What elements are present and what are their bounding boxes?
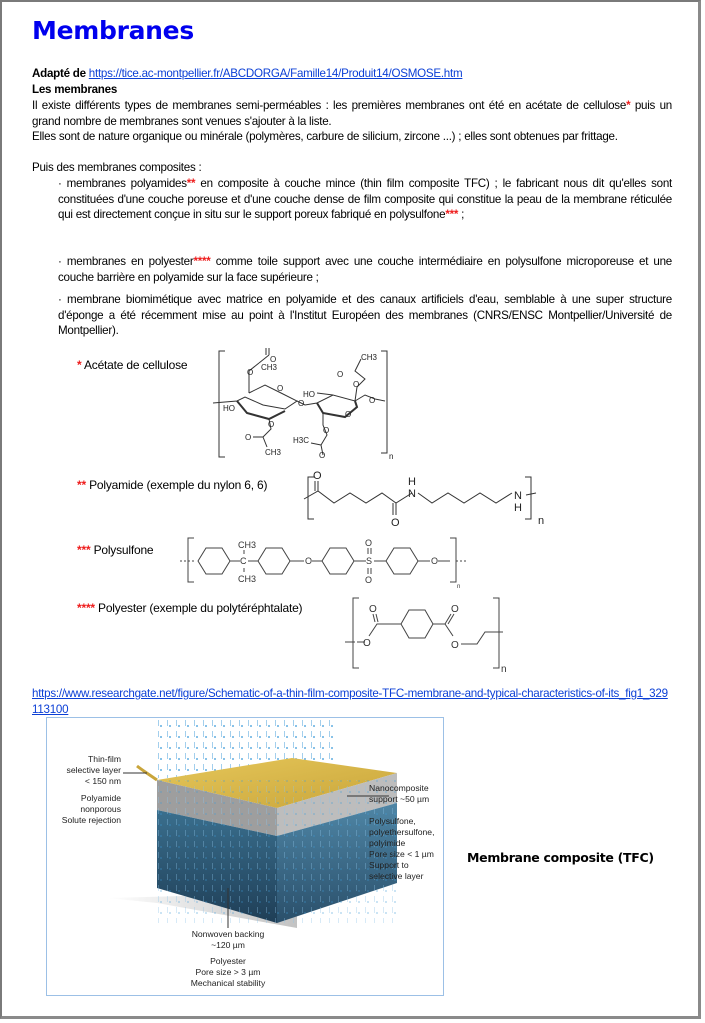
bullet-text: comme toile support avec une couche intermédiaire en polysulfone microporeuse et une couche barrière en polyamide sur la face supérieure ;	[58, 255, 672, 284]
atom-label: S	[366, 556, 373, 566]
atom-label: O	[245, 433, 252, 442]
atom-label: C	[240, 556, 247, 566]
figure-caption: Membrane composite (TFC)	[467, 850, 654, 865]
figure-text: Solute rejection	[61, 815, 121, 825]
paragraph-2: Elles sont de nature organique ou minérale (polymères, carbure de silicium, zircone ...) ; elles sont obtenues par frittage.	[32, 130, 618, 143]
atom-label: n	[389, 452, 394, 460]
bullet-polyamide	[58, 176, 672, 223]
footnote-star: ***	[445, 208, 459, 222]
atom-label: O	[451, 640, 459, 651]
footnote-star: *	[626, 99, 631, 112]
paragraph-1	[32, 98, 672, 129]
figure-text: Nonwoven backing	[191, 929, 265, 939]
subscript-n: n	[457, 584, 461, 590]
atom-label: CH3	[261, 363, 278, 372]
atom-label: HO	[223, 404, 235, 413]
polysulfone-structure	[180, 532, 470, 590]
figure-text: Pore size > 3 µm	[195, 967, 261, 977]
paragraph-1-text: Il existe différents types de membranes semi-perméables : les premières membranes ont été en acétate de cellulose	[32, 99, 627, 112]
atom-label: O	[323, 426, 330, 435]
figure-text: ~120 µm	[211, 940, 245, 950]
subscript-n: n	[538, 515, 545, 527]
atom-label: O	[247, 368, 254, 377]
bullet-polyester	[58, 254, 672, 285]
atom-label: O	[391, 517, 400, 529]
atom-label: O	[345, 410, 352, 419]
figure-text: selective layer	[66, 765, 121, 775]
figure-text: Support to	[369, 860, 409, 870]
atom-label: H3C	[293, 436, 310, 445]
section-heading: Les membranes	[32, 83, 118, 96]
atom-label: O	[353, 380, 360, 389]
figure-text: < 150 nm	[84, 776, 121, 786]
nanocomposite-desc	[369, 816, 444, 882]
source-line	[32, 66, 672, 82]
polyester-structure	[345, 592, 520, 674]
figure-text: Polyamide	[80, 793, 121, 803]
paragraph-1-text-2: puis un grand nombre de membranes sont venues s'ajouter à la liste.	[32, 99, 672, 128]
footnote-star: **	[186, 177, 196, 190]
bullet-biomimetic	[58, 292, 672, 339]
figure-text: support ~50 µm	[369, 794, 430, 804]
backing-desc	[168, 956, 288, 989]
atom-label: N	[408, 488, 416, 500]
atom-label: O	[305, 556, 313, 566]
figure-text: polyimide	[369, 838, 406, 848]
figure-source	[32, 686, 672, 717]
subscript-n: n	[501, 664, 507, 674]
tfc-membrane-figure	[46, 717, 444, 996]
atom-label: N	[514, 490, 522, 502]
nanocomposite-label	[369, 783, 444, 805]
atom-label: O	[337, 370, 344, 379]
polyamide-structure	[300, 467, 550, 529]
atom-label: O	[268, 420, 275, 429]
footnote-star: ****	[193, 255, 211, 268]
atom-label: O	[365, 538, 373, 548]
bullet-text: en composite à couche mince (thin film composite TFC) ; le fabricant nous dit qu'elles sont constituées d'une couche poreuse et d'une couche dense de film composite qui constitue la peau de la membrane réticulée qui est directement conçue in situ sur le support poreux fabriqué en polysulfone	[58, 177, 672, 222]
figure-text: Thin-film	[88, 754, 121, 764]
atom-label: O	[270, 355, 277, 364]
atom-label: O	[451, 604, 459, 615]
figure-text: Mechanical stability	[190, 978, 266, 988]
atom-label: O	[363, 638, 371, 649]
structure-name: Polyamide (exemple du nylon 6, 6)	[89, 478, 268, 492]
structure-label-polyester	[77, 601, 302, 615]
atom-label: O	[277, 384, 284, 393]
atom-label: CH3	[238, 540, 257, 550]
footnote-star: *	[77, 358, 82, 372]
bullet-text: · membranes en polyester	[58, 255, 194, 268]
bullet-text: · membrane biomimétique avec matrice en polyamide et des canaux artificiels d'eau, semblable à une super structure d'éponge a été récemment mise au point à l'Institut Européen des membranes (CNRS/ENSC Montpellier/Université de Montpellier).	[58, 293, 672, 338]
figure-text: polyethersulfone,	[369, 827, 435, 837]
atom-label: CH3	[265, 448, 282, 457]
page-title: Membranes	[32, 16, 194, 45]
source-prefix: Adapté de	[32, 67, 86, 80]
figure-text: Polyester	[210, 956, 246, 966]
atom-label: O	[313, 470, 322, 482]
structure-name: Polyester (exemple du polytéréphtalate)	[98, 601, 303, 615]
atom-label: CH3	[361, 353, 378, 362]
atom-label: O	[369, 396, 376, 405]
atom-label: O	[298, 399, 305, 408]
atom-label: O	[369, 604, 377, 615]
figure-text: Polysulfone,	[369, 816, 416, 826]
figure-text: Pore size < 1 µm	[369, 849, 434, 859]
structure-label-cellulose-acetate	[77, 358, 187, 372]
atom-label: O	[319, 451, 326, 460]
cellulose-acetate-structure	[205, 345, 400, 460]
atom-label: H	[408, 476, 416, 488]
figure-source-link[interactable]: https://www.researchgate.net/figure/Schematic-of-a-thin-film-composite-TFC-membrane-and-typical-characteristics-of-its_fig1_329113100	[32, 687, 668, 716]
footnote-star: ***	[77, 543, 91, 557]
figure-text: nonporous	[80, 804, 121, 814]
structure-name: Polysulfone	[93, 543, 154, 557]
structure-name: Acétate de cellulose	[83, 358, 188, 372]
structure-label-polysulfone	[77, 543, 153, 557]
atom-label: O	[365, 575, 373, 585]
atom-label: H	[514, 502, 522, 514]
atom-label: O	[431, 556, 439, 566]
source-link[interactable]: https://tice.ac-montpellier.fr/ABCDORGA/Famille14/Produit14/OSMOSE.htm	[88, 67, 463, 80]
figure-text: selective layer	[369, 871, 424, 881]
thin-film-desc	[51, 793, 121, 826]
thin-film-label	[51, 754, 121, 787]
footnote-star: **	[77, 478, 86, 492]
atom-label: HO	[303, 390, 315, 399]
bullet-text: · membranes polyamides	[58, 177, 187, 190]
atom-label: CH3	[238, 574, 257, 584]
figure-text: Nanocomposite	[369, 783, 429, 793]
footnote-star: ****	[77, 601, 95, 615]
backing-label	[168, 929, 288, 951]
paragraph-3: Puis des membranes composites :	[32, 161, 202, 174]
structure-label-polyamide	[77, 478, 267, 492]
bullet-text: ;	[458, 208, 465, 222]
